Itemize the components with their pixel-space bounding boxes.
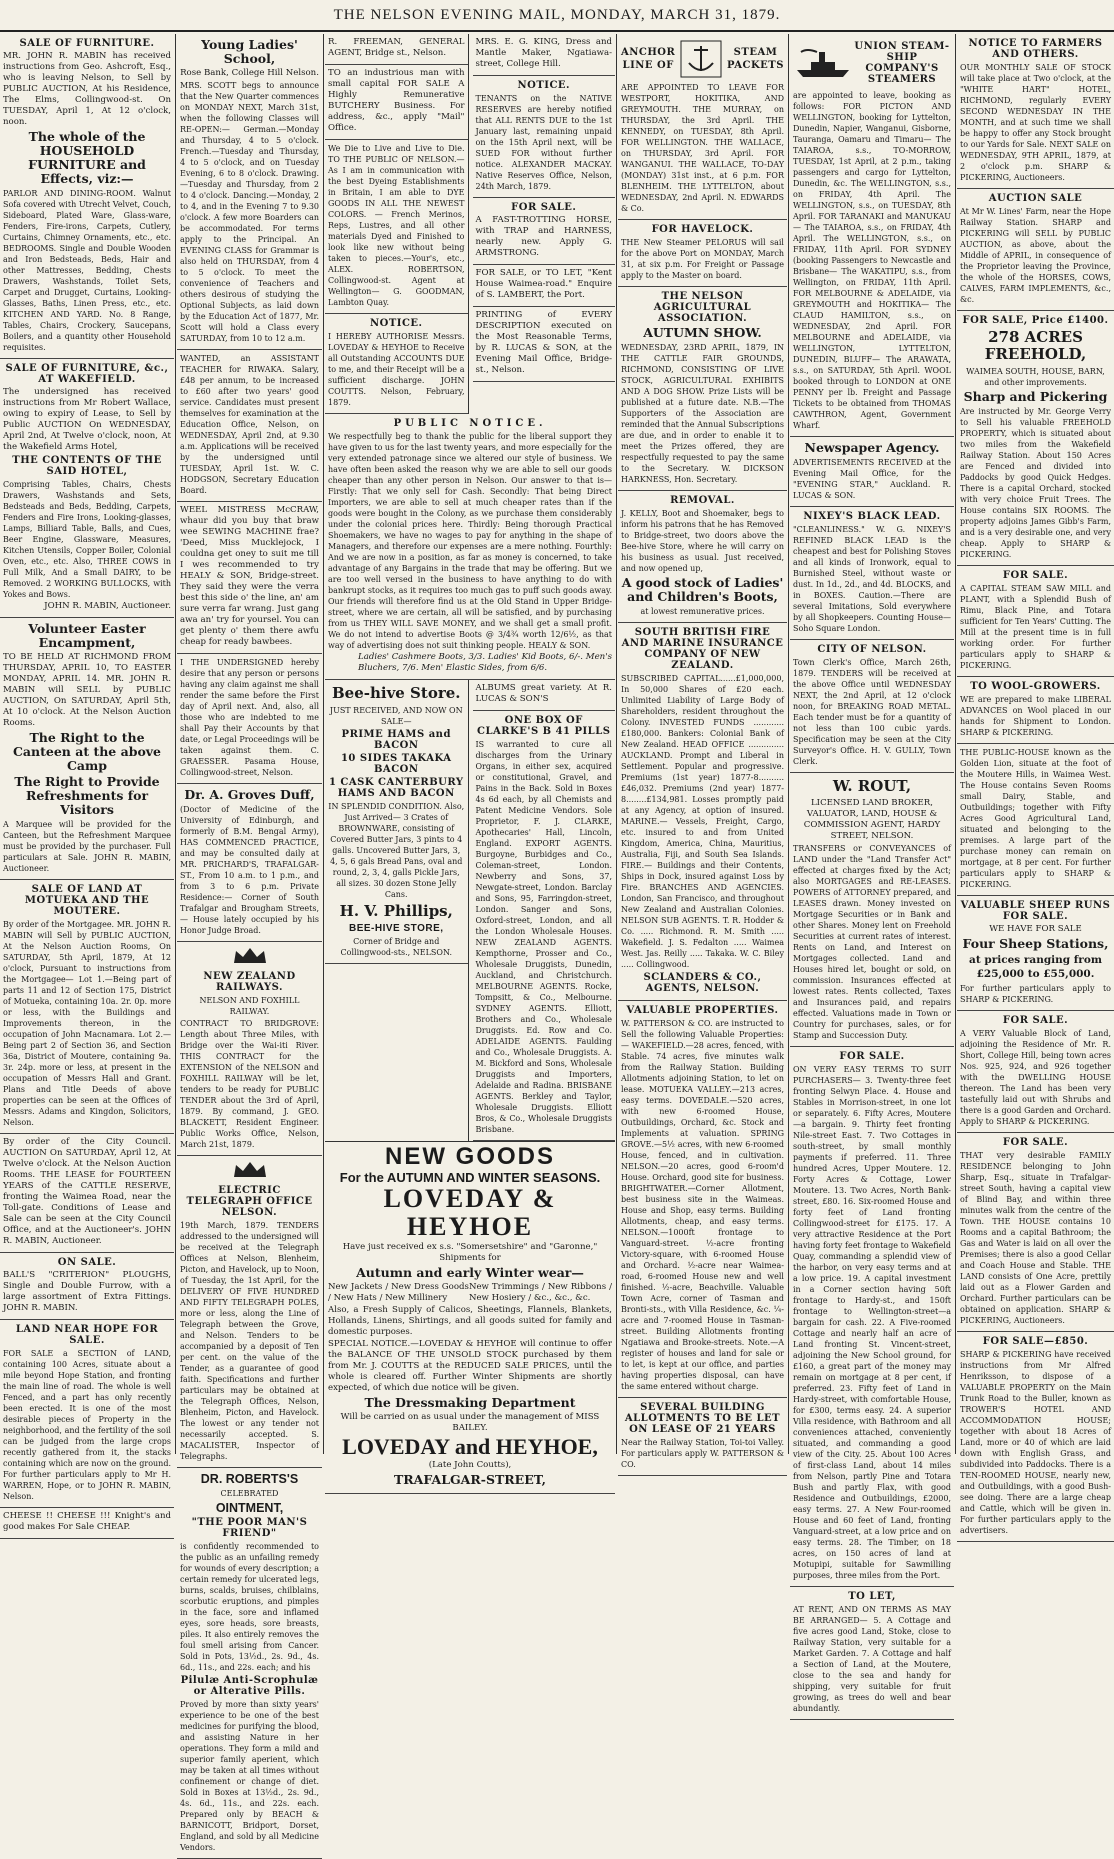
advert-heading: ANCHOR [621, 47, 676, 58]
advert-text: FOR SALE a SECTION of LAND, containing 100 Acres, situate about a mile beyond Hope Station, and fronting the main line of road. The whole is well Fenced, and a part has only recently been erected. It is one of the most desirable pieces of Property in the neighborhood, and the fertility of the soil can be judged from the large crops recently gathered from it, the stacks containing which are now on the ground. For further particulars apply to Mr H. WARREN, Hope, or to JOHN R. MABIN, Nelson. [3, 1349, 171, 1501]
crown-icon [230, 945, 270, 965]
advert-heading: Dr. A. Groves Duff, [184, 787, 315, 802]
advert-text: J. KELLY, Boot and Shoemaker, begs to inform his patrons that he has Removed to Bridge-street, two doors above the Bee-hive Store, where he will carry on his business as usual. Just received, and now opened up, [621, 509, 784, 573]
advert-heading: SALE OF FURNITURE, &c., AT WAKEFIELD. [5, 363, 169, 385]
advert-dr-groves-duff [177, 784, 322, 942]
advert-text: ADVERTISEMENTS RECEIVED at the Evening Mail Office, for the "EVENING STAR," Auckland. R. LUCAS & SON. [793, 458, 951, 500]
advert-dyeing [325, 140, 468, 314]
advert-text: WEEL MISTRESS McCRAW, whaur did you buy that braw wee SEWING MACHINE frae? 'Deed, Miss Mucklejock, I couldna get oney to suit me till I wes recommended to try HEALY & SON, Bridge-street. They said they were the verra best this side o' the line, an' am sure verra far wrang. Just gang awa an' try for yoursel. You can get plenty o' them there awfu cheap for ready bawbees. [180, 505, 319, 647]
advert-text: (Doctor of Medicine of the University of Edinburgh, and formerly of B.M. Bengal Army), HAS COMMENCED PRACTICE, and may be consulted daily at MR. PRICHARD'S, TRAFALGAR-ST., From 10 a.m. to 1 p.m., and from 3 to 6 p.m. Private Residence:— Corner of South Trafalgar and Brougham Streets,— House lately occupied by his Honor Judge Broad. [180, 805, 319, 935]
anchor-icon [679, 39, 723, 79]
advert-text: IN SPLENDID CONDITION. Also, Just Arrived— 3 Crates of BROWNWARE, consisting of Covered Butter Jars, 3 pints to 4 galls. Uncovered Butter Jars, 3, 4, 5, 6 gals Bread Pans, oval and round, 2, 3, 4, galls Pickle Jars, all sizes. 30 dozen Stone Jelly Cans. [328, 802, 465, 899]
advert-city-of-nelson [790, 640, 954, 773]
advert-text: Town Clerk's Office, March 26th, 1879. TENDERS will be received at the above Office until WEDNESDAY NEXT, the 2nd April, at 12 o'clock noon, for BREAKING ROAD METAL. Each tender must be for a quantity of not less than 100 cubic yards. Specification may be seen at the City Surveyor's Office. H. V. GULLY, Town Clerk. [793, 658, 951, 766]
advert-heading: REMOVAL. [670, 495, 735, 506]
advert-text: Are instructed by Mr. George Verry to Sell his valuable FREEHOLD PROPERTY, which is situated about two miles from the Wakefield Railway Station. About 150 Acres are Fenced and divided into Paddocks by good Quick Hedges. There is a capital Orchard, stocked with very choice Fruit Trees. The House contains SIX ROOMS. The property adjoins James Gibb's Farm, and is a very desirable one, and very cheap. Apply to SHARP & PICKERING. [960, 407, 1111, 559]
advert-heading: Newspaper Agency. [804, 440, 940, 455]
advert-heading: TO LET, [848, 1591, 896, 1602]
column-3 [325, 34, 615, 1487]
advert-highlight: A good stock of Ladies' and Children's Boots, [621, 575, 784, 604]
advert-heading: NIXEY'S BLACK LEAD. [803, 511, 941, 522]
advert-subheading: LICENSED LAND BROKER, VALUATOR, LAND, HOUSE & COMMISSION AGENT, HARDY STREET, NELSON. [803, 798, 941, 841]
advert-text: MRS. E. G. KING, Dress and Mantle Maker, Ngatiawa-street, College Hill. [475, 37, 612, 69]
advert-heading: NOTICE. [517, 80, 571, 91]
advert-text: 19th March, 1879. TENDERS addressed to the undersigned will be received at the Telegraph Offices at Nelson, Blenheim, Picton, and Havelock, up to Noon, of Tuesday, the 1st April, for the DELIVERY OF FIVE HUNDRED AND FIFTY TELEGRAPH POLES, more or less, along the Line of Telegraph between the Grove, and Nelson. Tenders to be accompanied by a deposit of Ten per cent. on the value of the Tender, as a guarantee of good faith. Specifications and further particulars may be obtained at the Telegraph Offices, Nelson, Blenheim, Picton, and Havelock. The lowest or any tender not necessarily accepted. S. MACALISTER, Inspector of Telegraphs. [180, 1221, 319, 1461]
advert-text: IS warranted to cure all discharges from the Urinary Organs, in either sex, acquired or constitutional, Gravel, and Pains in the Back. Sold in Boxes 4s 6d each, by all Chemists and Patent Medicine Vendors. Sole Proprietor, F. J. CLARKE, Apothecaries' Hall, Lincoln, England. EXPORT AGENTS. Burgoyne, Burbidges and Co., Coleman-street, London. Newberry and Sons, 37, Newgate-street, London. Barclay and Sons, 95, Farringdon-street, London. Sanger and Sons, Oxford-street, London, and all the London Wholesale Houses. NEW ZEALAND AGENTS. Kempthorne, Prosser and Co., Wholesale Druggists, Dunedin, Auckland, and Christchurch. MELBOURNE AGENTS. Rocke, Tompsitt, & Co., Melbourne. SYDNEY AGENTS. Elliott, Brothers and Co., Wholesale Druggists. Ed. Row and Co. ADELAIDE AGENTS. Faulding and Co., Wholesale Druggists. A. M. Bickford and Sons, Wholesale Druggists and Importers, Adelaide and Radina. BRISBANE AGENTS. Berkley and Taylor, Wholesale Druggists. Elliott Bros, & Co., Wholesale Druggists Brisbane. [475, 740, 612, 1134]
advert-heading: THE NELSON AGRICULTURAL ASSOCIATION. [653, 291, 752, 324]
advert-heading: W. ROUT, [832, 777, 912, 795]
advert-agricultural-show [618, 287, 787, 491]
advert-young-ladies-school [177, 34, 322, 350]
advert-assistant-teacher [177, 350, 322, 502]
advert-text: I HEREBY AUTHORISE Messrs. LOVEDAY & HEYHOE to Receive all Outstanding ACCOUNTS DUE to me, and their Receipt will be a sufficient discharge. JOHN COUTTS. Nelson, February, 1879. [328, 332, 465, 407]
advert-subheading: Rose Bank, College Hill Nelson. [180, 68, 319, 78]
advert-heading: FOR SALE—£850. [982, 1336, 1089, 1347]
advert-heading: FOR SALE. [1002, 1137, 1069, 1148]
subcolumn-left [325, 34, 469, 414]
advert-for-sale-rout [790, 1047, 954, 1587]
column-rule [323, 34, 324, 1454]
advert-text: at lowest remunerative prices. [640, 607, 765, 616]
advert-heading: Autumn and early Winter wear— [356, 1265, 584, 1280]
crown-emblem [180, 1159, 319, 1183]
column-rule [616, 34, 617, 1454]
advert-text: CHEESE !! CHEESE !!! Knight's and good makes For Sale CHEAP. [3, 1511, 171, 1532]
advert-newspaper-agency [790, 437, 954, 507]
column-rule [955, 34, 956, 1454]
advert-text: ALBUMS great variety. At R. LUCAS & SON'S [475, 683, 612, 704]
advert-saw-mill [957, 566, 1114, 677]
advert-heading: FOR HAVELOCK. [651, 224, 754, 235]
advert-text: MRS. SCOTT begs to announce that the New Quarter commences on MONDAY NEXT, March 31st, when the following Classes will RE-OPEN:— German.—Monday and Thursday, 4 to 5 o'clock. French.—Tuesday and Thursday, 4 to 5 o'clock, and on Tuesday Evening, 6 to 8 o'clock. Drawing.—Tuesday and Thursday, from 2 to 4 o'clock. Dancing.—Monday, 2 to 4, and in the Evening 7 to 9.30 o'clock. A few more Boarders can be accommodated. For terms apply to the Principal. An EVENING CLASS for Grammar is also held on THURSDAY, from 4 to 5 o'clock. To meet the convenience of Teachers and others desirous of studying the Optional Subjects, as laid down by the Education Act of 1877, Mr. Scott will hold a Class every SATURDAY, from 10 to 12 a.m. [180, 81, 319, 343]
anchor-line-label [621, 45, 675, 73]
advert-heading: VALUABLE PROPERTIES. [626, 1005, 779, 1016]
advert-heading: AUTUMN SHOW. [643, 325, 762, 340]
advert-text: Also, a Fresh Supply of Calicos, Sheetings, Flannels, Blankets, Hollands, Linens, Shirtings, and all goods suited for family and domestic purposes. [328, 1305, 612, 1337]
advert-text: AT RENT, AND ON TERMS AS MAY BE ARRANGED— 5. A Cottage and five acres good Land, Stoke, close to Railway Station, very suitable for a Market Garden. 7. A Cottage and half a Section of Land, at the Moutere, close to the sea and handy for shipping, very suitable for fruit growing, as trees do well and bear abundantly. [793, 1605, 951, 1713]
advert-text: We respectfully beg to thank the public for the liberal support they have given to us for the last twenty years, and more especially for the very extended patronage since we altered our style of business. We have often been asked the reason why we are able to sell our goods cheaper than any other person in Nelson. Our answer to that is— Firstly: That we only sell for Cash. Secondly: That being Direct Importers, we are able to sell at much cheaper rates than if the goods were bought in the Colony, as we purchase them considerably under the colonial prices here. Thirdly: Being thorough Practical Shoemakers, we have no wages to pay for anything in the shape of Managers, and therefore our expenses are a mere nothing. Fourthly: And we are now in a position, as far as money is concerned, to take advantage of any Bargains in the trade that may be offering. But we are too well versed in the business to have anything to do with bankrupt stocks, as it requires too much gas to puff such goods away. Our friends will therefore find us at the Old Stand in Upper Bridge-street, where we are certain, all will be satisfied, and by purchasing from us THEY WILL SAVE MONEY, and we shall get a small profit. We do not intend to advertise Boots @ 3/4¾ worth 12/6½, as that way of advertising does not suit thinking people. HEALY & SON. [328, 432, 612, 650]
advert-highlight: The Right to the Canteen at the above Camp [12, 730, 162, 773]
middle-subcolumns [325, 680, 615, 1141]
advert-heading: LOVEDAY and HEYHOE, [342, 1434, 598, 1459]
advert-kent-house [473, 265, 616, 307]
advert-heading: NOTICE. [369, 318, 423, 329]
subcolumn-right [473, 34, 616, 414]
advert-text: TO an industrious man with small capital FOR SALE A Highly Remunerative BUTCHERY Business. For address, &c., apply "Mail" Office. [328, 68, 465, 133]
advert-text: (Late John Coutts), [428, 1460, 512, 1470]
crown-emblem [180, 945, 319, 969]
advert-text: THE New Steamer PELORUS will sail for the above Port on MONDAY, March 31, at six p.m. For Freight or Passage apply to the Master on board. [621, 238, 784, 280]
advert-wool-growers [957, 677, 1114, 744]
advert-telegraph-office [177, 1156, 322, 1468]
advert-volunteer-encampment [0, 618, 174, 880]
advert-heading: For the AUTUMN AND WINTER SEASONS. [339, 1170, 601, 1185]
advert-text: W. PATTERSON & CO. are instructed to Sell the following Valuable Properties:— WAKEFIELD.—28 acres, fenced, with Stable. 74 acres, five minutes walk from the Railway Station. Building Allotments adjoining Station, to let on lease. MOTUEKA VALLEY.—213 acres, easy terms. DOVEDALE.—520 acres, with new 6-roomed House, Outbuildings, Orchard, &c. Stock and Implements at valuation. SPRING GROVE.—5½ acres, with new 6-roomed House, fenced, and in cultivation. NELSON.—20 acres, good 6-room'd House. Orchard, good site for business. BRIGHTWATER.—Corner Allotment, best business site in the Waimeas. House and Shop, easy terms. Building Allotments, cheap, and easy terms. NELSON.—1000ft frontage to Vanguard-street. ½-acre fronting Victory-square, with 6-roomed House and Orchard. ½-acre near Waimea-road, 6-roomed House new and well finished. ½-acre, Beachville. Valuable Town Acre, corner of Tasman and Bronti-sts., with Villa Residence, &c. ¼-acre and 7-roomed House in Tasman-street. Building Allotments fronting Ngatiawa and Brooke-streets. Note.—A register of houses and land for sale or to let, is kept at our office, and parties having properties disposal, can have the same entered without charge. [621, 1019, 784, 1391]
advert-cheese [0, 1508, 174, 1539]
advert-ploughs [0, 1253, 174, 1320]
advert-highlight: 278 ACRES FREEHOLD, [984, 328, 1087, 363]
advert-heading: "THE POOR MAN'S FRIEND" [191, 1517, 308, 1539]
advert-text: A Marquee will be provided for the Canteen, but the Refreshment Marquee must be provided by the purchaser. Full particulars at Sale. JOHN R. MABIN, Auctioneer. [3, 820, 171, 873]
advert-heading: UNION STEAM-SHIP COMPANY'S STEAMERS [854, 41, 950, 85]
advert-heading: STEAM [733, 47, 778, 58]
advert-heading: FOR SALE. [511, 202, 577, 213]
advert-text: FOR SALE, or TO LET, "Kent House Waimea-road." Enquire of S. LAMBERT, the Port. [475, 268, 612, 300]
advert-heading: FOR SALE. [1002, 1015, 1069, 1026]
column-6 [957, 34, 1114, 1535]
advert-public-notice-healy [325, 414, 615, 680]
advert-text: I THE UNDERSIGNED hereby desire that any person or persons having any claim against me shall render the same before the First day of April next. And, also, all those who are indebted to me shall Pay their Accounts by that date, or Legal Proceedings will be taken against them. C. GRAESSER. Pasama House, Collingwood-street, Nelson. [180, 658, 319, 777]
advert-text: OUR MONTHLY SALE OF STOCK will take place at Two o'clock, at the "WHITE HART" HOTEL, RICHMOND, regularly EVERY SECOND WEDNESDAY IN THE MONTH, and at such time we shall be happy to offer any Stock brought to our Yards for Sale. NEXT SALE on WEDNESDAY, 9TH APRIL, 1879, at 2 o'clock p.m. SHARP & PICKERING, Auctioneers. [960, 63, 1111, 182]
advert-text: By order of the City Council. AUCTION On SATURDAY, April 12, At Twelve o'clock. At the Nelson Auction Rooms. THE LEASE for FOURTEEN YEARS of the CATTLE RESERVE, fronting the Waimea Road, near the Toll-gate. Conditions of Lease and Sale can be seen at the City Council Office, and at the Auctioneer's. JOHN R. MABIN, Auctioneer. [3, 1137, 171, 1246]
advert-king-dressmaker [473, 34, 616, 76]
advert-heading: PUBLIC NOTICE. [393, 418, 547, 429]
advert-signature: JOHN R. MABIN, Auctioneer. [44, 601, 171, 611]
column-4 [618, 34, 787, 1469]
crown-icon [230, 1159, 270, 1179]
advert-text: We Die to Live and Live to Die. TO THE PUBLIC OF NELSON.— As I am in communication with the best Dyeing Establishments in Britain, I am able to DYE GOODS IN ALL THE NEWEST COLORS. — French Merinos, Reps, Lustres, and all other materials Dyed and Finished to look like new without being taken to pieces.—Your's, etc., ALEX. ROBERTSON, Collingwood-st. Agent at Wellington— G. GOODMAN, Lambton Quay. [328, 144, 465, 307]
advert-native-reserves [473, 76, 616, 198]
column-rule [175, 34, 176, 1454]
advert-golden-lion [957, 744, 1114, 896]
advert-heading: H. V. Phillips, [339, 902, 453, 920]
advert-highlight: Four Sheep Stations, [962, 936, 1109, 951]
column-5 [790, 34, 954, 1713]
advert-heading: TRAFALGAR-STREET, [393, 1472, 547, 1487]
advert-heading: SEVERAL BUILDING ALLOTMENTS TO BE LET ON LEASE OF 21 YEARS [624, 1402, 781, 1435]
advert-text: is confidently recommended to the public as an unfailing remedy for wounds of every description; a certain remedy for ulcerated legs, burns, scalds, bruises, chilblains, scorbutic eruptions, and pimples in the face, sore and inflamed eyes, sore heads, sore breasts, piles. It also entirely removes the foul smell arising from Cancer. Sold in Pots, 13½d., 2s. 9d., 4s. 6d., 11s., and 22s. each; and his [180, 1542, 319, 1672]
advert-heading: SALE OF LAND AT MOTUEKA AND THE MOUTERE. [24, 884, 150, 917]
advert-text: SHARP & PICKERING have received instructions from Mr Alfred Henriksson, to dispose of a VALUABLE PROPERTY on the Main Trunk Road to the Buller, known as TROWER'S HOTEL AND ACCOMMODATION HOUSE; together with about 18 Acres of Land, more or 40 of which are laid down with English Grass, and subdivided into Paddocks. There is a TEN-ROOMED HOUSE, nearly new, and Outbuildings, with a good Bush-see doing. There are a large cheap and Cattle, which will be given in. For further particulars apply to the advertisers. [960, 1350, 1111, 1535]
advert-notice-to-farmers [957, 34, 1114, 189]
advert-text: WANTED, an ASSISTANT TEACHER for RIWAKA. Salary, £48 per annum, to be increased to £60 after two years' good service. Candidates must present themselves for examination at the Education Office, Nelson, on WEDNESDAY, April 2nd, at 9.30 a.m. Applications will be received by the undersigned until TUESDAY, April 1st. W. C. HODGSON, Secretary Education Board. [180, 354, 319, 495]
advert-printing [473, 307, 616, 382]
advert-highlight: The whole of the HOUSEHOLD FURNITURE and Effects, viz:— [28, 129, 146, 186]
advert-text: TO BE HELD AT RICHMOND FROM THURSDAY, APRIL 10, TO EASTER MONDAY, APRIL 14. MR. JOHN R. MABIN will SELL by PUBLIC AUCTION, On SATURDAY, April 5th, At 10 o'clock. At the Nelson Auction Rooms. [3, 652, 171, 728]
advert-to-let [790, 1587, 954, 1720]
advert-heading: CITY OF NELSON. [817, 644, 927, 655]
advert-signature: SCLANDERS & CO., AGENTS, NELSON. [643, 972, 762, 994]
advert-graesser-notice [177, 654, 322, 784]
anchor-line-label [727, 45, 784, 73]
advert-heading: The Dressmaking Department [364, 1395, 576, 1410]
advert-heading: VALUABLE SHEEP RUNS FOR SALE. [960, 900, 1111, 922]
advert-heading: OINTMENT, [215, 1501, 284, 1515]
advert-loveday-heyhoe [325, 1141, 615, 1494]
advert-heading: LOVEDAY & HEYHOE [383, 1184, 557, 1241]
advert-text: ON VERY EASY TERMS TO SUIT PURCHASERS— 3. Twenty-three feet fronting Selwyn Place. 4. House and Stables in Morrison-street, in one lot or separately. 6. Fifty Acres, Moutere—a bargain. 9. Thirty feet fronting Nile-street East. 7. Two Cottages in south-street, by small monthly payments if preferred. 11. Three hundred Acres, Upper Moutere. 12. Forty Acres & Cottage, Lower Moutere. 13. Two Acres, North Bank-street, £80. 16. Six-roomed House and forty feet of Land fronting Collingwood-street for £175. 17. A very attractive Residence at the Port having forty feet frontage to Wakefield Quay, commanding a splendid view of the harbor, on very easy terms and at a low price. 19. A capital investment in a Corner section having 50ft frontage to Hardy-st., and 150ft frontage to Wellington-street—a bargain for cash. 22. A Five-roomed Cottage and nearly half an acre of Land fronting St. Vincent-street, adjoining the New School ground, for £160, a great part of the money may remain on mortgage at 8 per cent, if preferred. 23. Fifty feet of Land in Hardy-street, with comfortable House, for £300, terms easy. 24. A superior Villa residence, with Bathroom and all conveniences attached, conveniently situated, and commanding a good view of the City. 25. About 100 Acres of first-class Land, about 14 miles from Nelson, partly Pine and Totara Bush and partly Flax, with good Residence and Outbuildings, £2000, easy terms. 27. A New Four-roomed House and 60 feet of Land, fronting Vanguard-street, at a low price and on easy terms. 28. The Timber, on 18 acres, on 150 acres of land at Motupipi, suitable for Sawmilling purposes, three miles from the Port. [793, 1065, 951, 1580]
advert-text: are appointed to leave, booking as follows: FOR PICTON AND WELLINGTON, booking for Lyttelton, Dunedin, Napier, Wanganui, Gisborne, Tauranga, Oamaru and Timaru— The TAIAROA, s.s., TO-MORROW, TUESDAY, 1st April, at 2 p.m., taking passengers and cargo for Lyttelton, Dunedin, &c. The WELLINGTON, s.s., on FRIDAY, 4th April. The WELLINGTON, s.s., on TUESDAY, 8th April. FOR TARANAKI and MANUKAU— The TAIAROA, s.s., on FRIDAY, 4th April. The WELLINGTON, s.s., on FRIDAY, 11th April. FOR SYDNEY (booking Passengers to Newcastle and Brisbane— The WAKATIPU, s.s., from Wellington, on FRIDAY, 11th April. FOR MELBOURNE & ADELAIDE, via GREYMOUTH and HOKITIKA— The CLAUD HAMILTON, s.s., on WEDNESDAY, 2nd April. FOR MELBOURNE and ADELAIDE, via WELLINGTON, LYTTELTON, DUNEDIN, BLUFF— The ARAWATA, s.s., on SATURDAY, 5th April. WOOL booked through to LONDON at ONE PENNY per lb. Freight and Passage Tickets to be obtained from THOMAS CAWTHRON, Agent, Government Wharf. [793, 91, 951, 430]
advert-butchery [325, 65, 468, 140]
advert-highlight: The Right to Provide Refreshments for Visitors [14, 774, 160, 817]
advert-family-residence [957, 1133, 1114, 1332]
advert-text: MR. JOHN R. MABIN has received instructions from Geo. Ashcroft, Esq., who is leaving Nelson, to Sell by PUBLIC AUCTION, At his Residence, The Elms, Collingwood-st. On TUESDAY, April 1, At 12 o'clock, noon. [3, 51, 171, 127]
advert-text: Proved by more than sixty years' experience to be one of the best medicines for purifying the blood, and assisting Nature in her operations. They form a mild and superior family aperient, which may be taken at all times without confinement or change of diet. Sold in Boxes at 13½d., 2s. 9d., 4s. 6d., 11s., and 22s. each. Prepared only by BEACH & BARNICOTT, Bridport, Dorset, England, and sold by all Medicine Vendors. [180, 1700, 319, 1852]
advert-text: Will be carried on as usual under the management of MISS BAILEY. [340, 1412, 600, 1433]
column-1 [0, 34, 174, 1532]
advert-sheep-runs [957, 896, 1114, 1011]
column-rule [788, 34, 789, 1454]
advert-text: JUST RECEIVED, AND NOW ON SALE— [329, 706, 463, 726]
masthead: THE NELSON EVENING MAIL, MONDAY, MARCH 31, 1879. [0, 2, 1114, 32]
advert-text: A CAPITAL STEAM SAW MILL and PLANT, with a Splendid Bush of Rimu, Black Pine, and Totara sufficient for Ten Years' Cutting. The Mill at the present time is in full working order. For further particulars apply to SHARP & PICKERING. [960, 584, 1111, 670]
advert-heading: LAND NEAR HOPE FOR SALE. [15, 1324, 159, 1346]
advert-heading: TO WOOL-GROWERS. [970, 681, 1101, 692]
advert-text: CONTRACT TO BRIDGROVE: Length about Three Miles, with Bridge over the Wai-iti River. THIS CONTRACT for the EXTENSION of the NELSON and FOXHILL RAILWAY will be let, tenders to be ready for PUBLIC TENDER about the 3rd of April, 1879. By command, J. GEO. BLACKETT, Resident Engineer. Public Works Office, Nelson, March 21st, 1879. [180, 1019, 319, 1149]
advert-highlight: 1 CASK CANTERBURY HAMS AND BACON [328, 777, 464, 799]
advert-text: THE PUBLIC-HOUSE known as the Golden Lion, situate at the foot of the Moutere Hills, in Waimea West. The House contains Seven Rooms small Dairy, Stable, and Outbuildings; together with Fifty Acres Good Agricultural Land, situated and belonging to the premises. A large part of the purchase money can remain on mortgage, at 8 per cent. For further particulars apply to SHARP & PICKERING. [960, 748, 1111, 889]
advert-roberts-ointment [177, 1468, 322, 1859]
advert-auction-lines-farm [957, 189, 1114, 311]
advert-heading: DR. ROBERTS'S [200, 1472, 299, 1486]
subcolumn-left [325, 680, 469, 1141]
advert-text: R. FREEMAN, GENERAL AGENT, Bridge st., Nelson. [328, 37, 465, 58]
advert-heading: NEW GOODS [384, 1143, 555, 1170]
advert-heading: BEE-HIVE STORE, [348, 923, 444, 934]
advert-heading: FOR SALE, Price £1400. [962, 315, 1109, 326]
advert-heading: FOR SALE. [1002, 570, 1069, 581]
advert-heading: FOR SALE. [839, 1051, 905, 1062]
advert-text: A FAST-TROTTING HORSE, with TRAP and HARNESS, nearly new. Apply G. ARMSTRONG. [475, 215, 612, 258]
advert-highlight: PRIME HAMS and BACON [341, 729, 451, 751]
advert-text: BALL'S "CRITERION" PLOUGHS, Single and Double Furrow, with a large assortment of Extra Fittings. JOHN R. MABIN. [3, 1270, 171, 1313]
advert-heading: NOTICE TO FARMERS AND OTHERS. [968, 38, 1103, 60]
top-subcolumns [325, 34, 615, 414]
advert-text: By order of the Mortgagee. MR. JOHN R. MABIN will Sell by PUBLIC AUCTION, At the Nelson Auction Rooms, On SATURDAY, 5th April, 1879, At 12 o'clock, Pursuant to instructions from the Mortgagee— Lot 1.—Being part of parts 11 and 12 of Section 175, District of Motueka, containing 10a. 2r. 0p. more or less, with the Buildings and Improvements thereon, in the occupation of John Macnamara. Lot 2.—Being part 2 of Section 36, and Section 36a, District of Moutere, containing 9a. 3r. 24p. more or less, at present in the occupation of Messrs Hall and Grant. Plans and Title Deeds of above properties can be seen at the Offices of Messrs. Adams and Kingdon, Solicitors, Nelson. [3, 920, 171, 1127]
advert-heading: SOUTH BRITISH FIRE AND MARINE INSURANCE COMPANY OF NEW ZEALAND. [621, 627, 784, 671]
advert-heading: NEW ZEALAND RAILWAYS. [203, 971, 296, 993]
advert-text: WEDNESDAY, 23RD APRIL, 1879, IN THE CATTLE FAIR GROUNDS, RICHMOND, CONSISTING OF LIVE STOCK, AGRICULTURAL EXHIBITS AND A DOG SHOW. Prize Lists will be published at a future date. N.B.—The Supporters of the Association are reminded that the Annual Subscriptions are due, and in order to enable it to meet the Prizes offered, they are respectfully requested to pay the same to the Secretary. W. DICKSON HARKNESS, Hon. Secretary. [621, 343, 784, 484]
advert-nixeys-black-lead [790, 507, 954, 640]
advert-text: TRANSFERS or CONVEYANCES of LAND under the "Land Transfer Act" effected at charges fixed by the Act; also MORTGAGES and RE-LEASES. POWERS of ATTORNEY prepared, and LEASES drawn. Money invested on Mortgage Securities or in Bank and other Shares. Money lent on Freehold Securities at current rates of interest. Rents on Land, and Interest on Mortgages collected. Land and Houses hired let, bought or sold, on commission. Insurances effected at lowest rates. Rents collected, Taxes and Insurances paid, and repairs effected. Valuations made in Town or Country for purchases, sales, or for Stamp and Succession Duty. [793, 844, 951, 1040]
advert-horse-sale [473, 198, 616, 265]
advert-bee-hive-store [325, 680, 468, 964]
advert-albums [473, 680, 616, 711]
advert-highlight: THE CONTENTS OF THE SAID HOTEL, [12, 455, 162, 477]
anchor-line-banner [621, 39, 784, 79]
advert-cattle-reserve-lease [0, 1134, 174, 1253]
advert-heading: AUCTION SALE [988, 193, 1083, 204]
advert-w-rout [790, 773, 954, 1047]
advert-anchor-line [618, 34, 787, 220]
advert-text: Comprising Tables, Chairs, Chests Drawers, Washstands and Sets, Bedsteads and Beds, Bedding, Carpets, Fenders and Fire Irons, Looking-glasses, Lamps, Billiard Table, Balls, and Cues, Beer Engine, Glassware, Measures, Kitchen Utensils, Copper Boiler, Colonial Oven, etc., etc. Also, THREE COWS in Full Milk, And a Small DAIRY, to be Removed. 2 WORKING BULLOCKS, with Yokes and Bows. [3, 480, 171, 599]
advert-text: "CLEANLINESS." W. G. NIXEY'S REFINED BLACK LEAD is the cheapest and best for Polishing Stoves and all kinds of Ironwork, equal to Burnished Steel, without waste or dust. In 1d., 2d., and 4d. BLOCKS, and in BOXES. Caution.—There are several Imitations, Sold everywhere by all Shopkeepers. Counting House—Soho Square London. [793, 525, 951, 633]
goods-lists [328, 1282, 612, 1304]
advert-union-steamship [790, 34, 954, 437]
advert-text: SUBSCRIBED CAPITAL......£1,000,000, In 50,000 Shares of £20 each. Unlimited Liability of Large Body of Shareholders, resident throughout the Colony. INVESTED FUNDS ............ £180,000. Bankers: Colonial Bank of New Zealand. HEAD OFFICE .............. AUCKLAND. Prompt and Liberal in Settlement. Popular and progressive. Premiums (1st year) 1877-8..........£46,032. Premiums (2nd year) 1877-8........£134,981. Losses promptly paid at any Agency, at option of insured. MARINE.— Vessels, Freight, Cargo, etc. insured to and from United Kingdom, America, China, Mauritius, Australia, Fiji, and South Sea Islands. FIRE.— Buildings and their Contents, Ships in Dock, insured against Loss by Fire. BRANCHES AND AGENCIES. London, San Francisco, and throughout New Zealand and Australian Colonies. NELSON SUB AGENTS. T. R. Hodder & Co. ..... Richmond. R. M. Smith ..... Wakefield. J. S. Fedalton ..... Waimea West. Jas. Reilly ..... Takaka. W. C. Biley ..... Collingwood. [621, 674, 784, 969]
advert-text: WE HAVE FOR SALE [989, 924, 1082, 934]
advert-text: TENANTS on the NATIVE RESERVES are hereby notified that ALL RENTS DUE to the 1st January last, remaining unpaid on the 15th April next, will be SUED FOR without further notice. ALEXANDER MACKAY. Native Reserves Office, Nelson, 24th March, 1879. [475, 94, 612, 191]
advert-heading: LINE OF [622, 60, 674, 71]
advert-text: WAIMEA SOUTH, HOUSE, BARN, and other improvements. [966, 367, 1105, 387]
advert-trowers-hotel [957, 1332, 1114, 1542]
advert-text: Have just received ex s.s. "Somersetshire" and "Garonne," Shipments for [342, 1242, 598, 1263]
advert-heading: ONE BOX OF CLARKE'S B 41 PILLS [477, 715, 611, 737]
advert-valuable-properties [618, 1001, 787, 1398]
advert-wakefield-sale [0, 359, 174, 618]
advert-highlight: at prices ranging from £25,000 to £55,000. [969, 954, 1102, 980]
advert-text: PARLOR AND DINING-ROOM. Walnut Sofa covered with Utrecht Velvet, Couch, Sideboard, Plated Ware, Glass-ware, Fenders, Fire-irons, Carpets, Cutlery, Curtains, Chimney Ornaments, etc., etc. BEDROOMS. Single and Double Wooden and Iron Bedsteads, Beds, Hair and other Mattresses, Bedding, Chests Drawers, Washstands, Toilet Sets, Carpet and Drugget, Curtains, Looking-Glasses, Baths, Linen Press, etc., etc. KITCHEN AND YARD. No. 8 Range, Tables, Chairs, Crockery, Saucepans, Boilers, and a quantity other Household requisites. [3, 189, 171, 352]
advert-subheading: CELEBRATED [220, 1489, 279, 1498]
advert-heading: PACKETS [726, 60, 784, 71]
advert-heading: ON SALE. [57, 1257, 117, 1268]
advert-freeman [325, 34, 468, 65]
advert-heading: Bee-hive Store. [331, 684, 461, 702]
advert-highlight: 10 SIDES TAKAKA BACON [340, 753, 452, 775]
advert-coutts-notice [325, 314, 468, 414]
advert-text: The undersigned has received instructions from Mr Robert Wallace, owing to expiry of Lease, to Sell by Public AUCTION On WEDNESDAY, April 2nd, At Twelve o'clock, noon, At the Wakefield Arms Hotel, [3, 387, 171, 452]
advert-heading: Young Ladies' School, [201, 37, 298, 66]
advert-text: SPECIAL NOTICE.—LOVEDAY & HEYHOE will continue to offer the BALANCE OF THE UNSOLD STOCK purchased by them from Mr. J. COUTTS at the REDUCED SALE PRICES, until the whole is cleared off. Further Winter Shipments are shortly expected, of which due notice will be given. [328, 1339, 612, 1393]
advert-text: PRINTING of EVERY DESCRIPTION executed on the Most Reasonable Terms, by R. LUCAS & SON, at the Evening Mail Office, Bridge-st., Nelson. [475, 310, 612, 375]
advert-text: At Mr W. Lines' Farm, near the Hope Railway Station. SHARP and PICKERING will SELL by PUBLIC AUCTION, as above, about the Middle of APRIL, in consequence of the Proprietor leaving the Province, the whole of the HORSES, COWS, CALVES, FARM IMPLEMENTS, &c., &c. [960, 207, 1111, 304]
advert-text: For further particulars apply to SHARP & PICKERING. [960, 984, 1111, 1004]
advert-sale-of-furniture [0, 34, 174, 359]
subcolumn-right [473, 680, 616, 1141]
price-list: Ladies' Cashmere Boots, 3/3. Ladies' Kid Boots, 6/-. Men's Bluchers, 7/6. Men' Elastic Sides, from 6/6. [358, 652, 612, 673]
advert-south-british-insurance [618, 623, 787, 1001]
goods-list: New Jackets / New Dress Goods / New Hats / New Millinery [328, 1282, 469, 1303]
advert-kelly-removal [618, 491, 787, 623]
advert-text: A VERY Valuable Block of Land, adjoining the Residence of Mr. R. Short, College Hill, being town acres Nos. 925, 924, and 926 together with the DWELLING HOUSE thereon. The Land has been very tastefully laid out with Shrubs and there is a good Garden and Orchard. Apply to SHARP & PICKERING. [960, 1029, 1111, 1126]
advert-havelock [618, 220, 787, 287]
advert-sewing-machine [177, 502, 322, 654]
advert-text: ARE APPOINTED TO LEAVE FOR WESTPORT, HOKITIKA, AND GREYMOUTH. THE MURRAY, on THURSDAY, the 3rd April. THE KENNEDY, on TUESDAY, 8th April. FOR WELLINGTON. THE WALLACE, on THURSDAY, 3rd April. FOR WANGANUI. THE WALLACE, TO-DAY (MONDAY) 31st inst., at 6 p.m. FOR BLENHEIM. THE LYTTELTON, about WEDNESDAY, 2nd April. N. EDWARDS & Co. [621, 83, 784, 213]
advert-block-of-land [957, 1011, 1114, 1133]
advert-railways [177, 942, 322, 1156]
advert-clarkes-pills [473, 711, 616, 1141]
advert-heading: Pilulæ Anti-Scrophulæ or Alterative Pills. [180, 1675, 319, 1697]
advert-heading: ELECTRIC TELEGRAPH OFFICE NELSON. [186, 1185, 313, 1218]
advert-text: WE are prepared to make LIBERAL ADVANCES on Wool placed in our hands for Shipment to London. SHARP & PICKERING. [960, 695, 1111, 737]
advert-heading: SALE OF FURNITURE. [19, 38, 155, 49]
column-2 [177, 34, 322, 1852]
advert-land-near-hope [0, 1320, 174, 1508]
advert-text: Corner of Bridge and Collingwood-sts., NELSON. [340, 937, 452, 957]
advert-text: Near the Railway Station, Toi-toi Valley. For particulars apply W. PATTERSON & CO. [621, 1438, 784, 1469]
advert-text: THAT very desirable FAMILY RESIDENCE belonging to John Sharp, Esq., situate in Trafalgar-street South, having a capital view of Blind Bay, and within three minutes walk from the centre of the Town. THE HOUSE contains 10 Rooms and a capital Bathroom; the Gas and Water is laid on all over the Premises; there is also a good Cellar and Coach House and Stable. THE LAND consists of One Acre, prettily laid out as a Flower Garden and Orchard. Further particulars can be obtained on application. SHARP & PICKERING, Auctioneers. [960, 1151, 1111, 1325]
advert-278-acres [957, 311, 1114, 566]
goods-list: New Trimmings / New Ribbons / New Hosiery / &c., &c., &c. [468, 1282, 612, 1303]
steamship-icon [793, 46, 853, 80]
advert-subheading: NELSON AND FOXHILL RAILWAY. [199, 996, 300, 1016]
union-steamship-banner [793, 39, 951, 87]
advert-building-allotments [618, 1398, 787, 1476]
advert-heading: Sharp and Pickering [963, 389, 1108, 404]
advert-land-motueka [0, 880, 174, 1134]
advert-heading: Volunteer Easter Encampment, [28, 621, 146, 650]
